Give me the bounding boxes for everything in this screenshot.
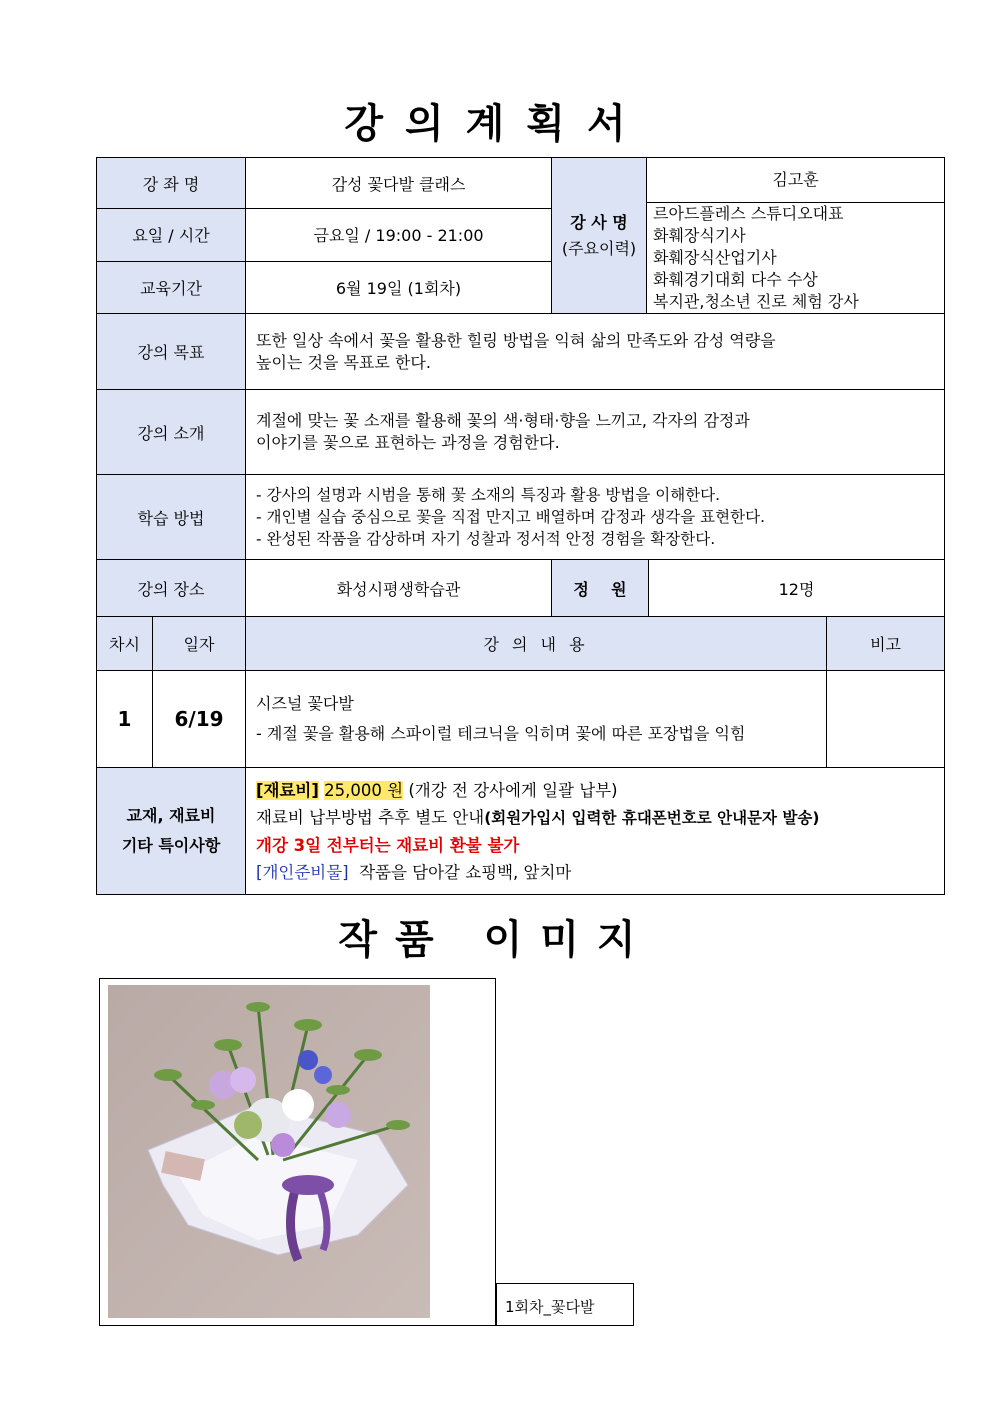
section-title-artwork: 작품 이미지 [338, 917, 654, 963]
session-title: 시즈널 꽃다발 [256, 694, 354, 713]
career-item: 복지관,청소년 진로 체험 강사 [653, 292, 859, 311]
session-content [246, 671, 827, 768]
fee-tag: [재료비] [256, 780, 319, 800]
materials-label [97, 768, 246, 895]
career-item: 화훼경기대회 다수 수상 [653, 270, 818, 289]
course-name-label: 강 좌 명 [97, 158, 246, 209]
payment-bold: (회원가입시 입력한 휴대폰번호로 안내문자 발송) [484, 808, 820, 827]
method-line: - 개인별 실습 중심으로 꽃을 직접 만지고 배열하며 감정과 생각을 표현한다. [256, 508, 765, 526]
capacity-value: 12명 [649, 560, 945, 617]
materials-content [246, 768, 945, 895]
goal-text [246, 314, 945, 390]
materials-label-line2: 기타 특이사항 [121, 836, 221, 855]
intro-label: 강의 소개 [97, 390, 246, 475]
place-label: 강의 장소 [97, 560, 246, 617]
goal-label: 강의 목표 [97, 314, 246, 390]
session-no: 1 [97, 671, 153, 768]
method-text [246, 475, 945, 560]
col-header-no: 차시 [97, 617, 153, 671]
payment-prefix: 재료비 납부방법 추후 별도 안내 [256, 807, 485, 827]
fee-note: (개강 전 강사에게 일괄 납부) [408, 780, 618, 800]
method-line: - 강사의 설명과 시범을 통해 꽃 소재의 특징과 활용 방법을 이해한다. [256, 486, 721, 504]
schedule-value: 금요일 / 19:00 - 21:00 [246, 209, 552, 261]
fee-amount: 25,000 원 [324, 780, 404, 800]
career-item: 르아드플레스 스튜디오대표 [653, 204, 844, 223]
fee-line [256, 777, 934, 804]
payment-line [256, 804, 934, 832]
course-name: 감성 꽃다발 클래스 [246, 158, 552, 209]
instructor-label [552, 158, 647, 314]
session-date: 6/19 [153, 671, 246, 768]
career-item: 화훼장식기사 [653, 226, 746, 245]
instructor-info [647, 158, 945, 314]
col-header-note: 비고 [827, 617, 945, 671]
materials-label-line1: 교재, 재료비 [126, 806, 216, 825]
instructor-career [647, 203, 944, 313]
intro-line: 이야기를 꽃으로 표현하는 과정을 경험한다. [256, 433, 560, 452]
instructor-name: 김고훈 [647, 158, 944, 203]
refund-notice: 개강 3일 전부터는 재료비 환불 불가 [256, 835, 520, 855]
col-header-content: 강 의 내 용 [246, 617, 827, 671]
lecture-plan-table [96, 157, 945, 895]
place-value: 화성시평생학습관 [246, 560, 552, 617]
schedule-label: 요일 / 시간 [97, 209, 246, 261]
career-item: 화훼장식산업기사 [653, 248, 777, 267]
goal-line: 또한 일상 속에서 꽃을 활용한 힐링 방법을 익혀 삶의 만족도와 감성 역량을 [256, 330, 776, 350]
capacity-label: 정 원 [552, 560, 649, 617]
document-title: 강의계획서 [344, 101, 648, 147]
method-line: - 완성된 작품을 감상하며 자기 성찰과 정서적 안정 경험을 확장한다. [256, 530, 716, 548]
prep-line [256, 859, 934, 886]
prep-items: 작품을 담아갈 쇼핑백, 앞치마 [359, 862, 572, 882]
instructor-label-line1: 강 사 명 [570, 212, 628, 232]
goal-line: 높이는 것을 목표로 한다. [256, 352, 431, 372]
period-label: 교육기간 [97, 261, 246, 313]
session-row [97, 671, 945, 768]
bouquet-image [108, 985, 430, 1318]
prep-tag: [개인준비물] [256, 862, 349, 882]
col-header-date: 일자 [153, 617, 246, 671]
instructor-label-line2: (주요이력) [561, 238, 637, 258]
method-label: 학습 방법 [97, 475, 246, 560]
artwork-photo-frame [99, 978, 496, 1326]
intro-text [246, 390, 945, 475]
session-detail: - 계절 꽃을 활용해 스파이럴 테크닉을 익히며 꽃에 따른 포장법을 익힘 [256, 724, 746, 743]
intro-line: 계절에 맞는 꽃 소재를 활용해 꽃의 색·형태·향을 느끼고, 각자의 감정과 [256, 411, 750, 430]
session-note [827, 671, 945, 768]
period-value: 6월 19일 (1회차) [246, 261, 552, 313]
photo-caption: 1회차_꽃다발 [496, 1283, 634, 1326]
